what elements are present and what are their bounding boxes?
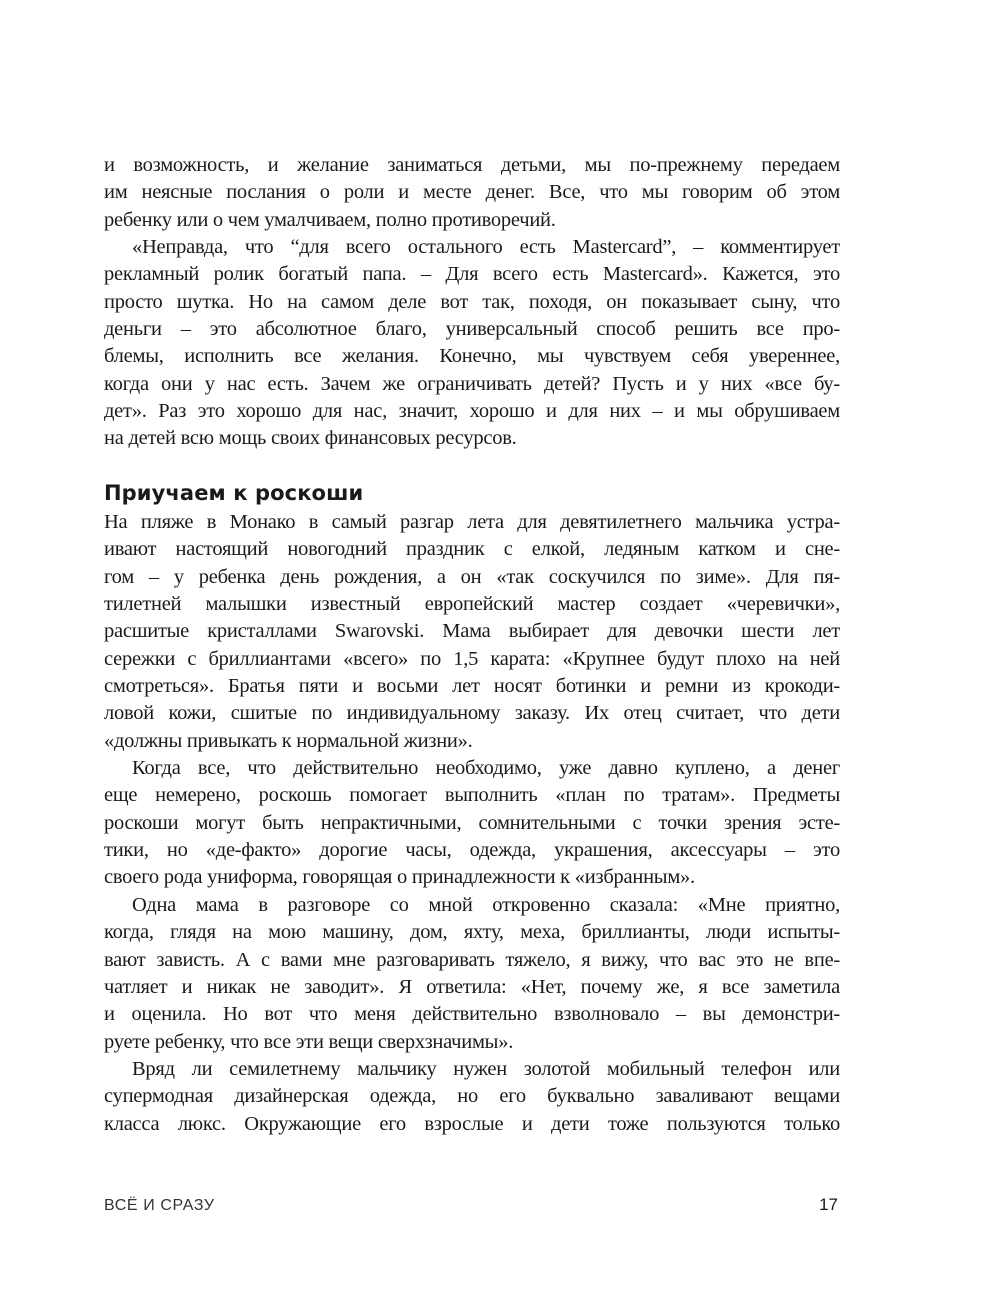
text-line: расшитые кристаллами Swarovski. Мама выбирает для девочки шести лет: [104, 620, 840, 643]
text-line: и возможность, и желание заниматься детьми, мы по-прежнему передаем: [104, 154, 840, 176]
section-heading: Приучаем к роскоши: [104, 481, 364, 505]
text-line: рекламный ролик богатый папа. – Для всего есть Mastercard». Кажется, это: [104, 263, 840, 286]
text-line: вают зависть. А с вами мне разговаривать тяжело, я вижу, что вас это не впе-: [104, 948, 840, 971]
text-line: дет». Раз это хорошо для нас, значит, хорошо и для них – и мы обрушиваем: [104, 400, 840, 423]
text-line: роскоши могут быть непрактичными, сомнительными с точки зрения эсте-: [104, 811, 840, 834]
text-line: ребенку или о чем умалчиваем, полно противоречий.: [104, 208, 556, 231]
text-line: Одна мама в разговоре со мной откровенно сказала: «Мне приятно,: [132, 893, 840, 916]
page-number: 17: [819, 1195, 838, 1214]
text-line: руете ребенку, что все эти вещи сверхзначимы».: [104, 1030, 514, 1053]
text-line: ловой кожи, сшитые по индивидуальному заказу. Их отец считает, что дети: [104, 702, 840, 725]
text-line: им неясные послания о роли и месте денег. Все, что мы говорим об этом: [104, 181, 840, 204]
text-line: Когда все, что действительно необходимо, уже давно куплено, а денег: [132, 757, 840, 780]
text-line: смотреться». Братья пяти и восьми лет носят ботинки и ремни из крокоди-: [104, 675, 840, 698]
running-footer-title: ВСЁ И СРАЗУ: [104, 1197, 215, 1214]
text-line: «Неправда, что “для всего остального есть Mastercard”, – комментирует: [132, 236, 840, 259]
text-line: когда они у нас есть. Зачем же ограничивать детей? Пусть и у них «все бу-: [104, 372, 840, 395]
text-line: блемы, исполнить все желания. Конечно, мы чувствуем себя увереннее,: [104, 345, 840, 368]
text-line: «должны привыкать к нормальной жизни».: [104, 729, 473, 752]
text-line: гом – у ребенка день рождения, а он «так соскучился по зиме». Для пя-: [104, 565, 840, 588]
text-line: ивают настоящий новогодний праздник с елкой, ледяным катком и сне-: [104, 538, 840, 561]
body-text-block-luxury: [104, 509, 840, 1138]
text-line: на детей всю мощь своих финансовых ресурсов.: [104, 427, 517, 450]
text-line: и оценила. Но вот что меня действительно взволновало – вы демонстри-: [104, 1003, 840, 1026]
body-text-block-intro: [104, 152, 840, 453]
text-line: когда, глядя на мою машину, дом, яхту, меха, бриллианты, люди испыты-: [104, 921, 840, 944]
text-line: просто шутка. Но на самом деле вот так, походя, он показывает сыну, что: [104, 290, 840, 313]
text-line: еще немерено, роскошь помогает выполнить «план по тратам». Предметы: [104, 784, 840, 807]
text-line: деньги – это абсолютное благо, универсальный способ решить все про-: [104, 318, 840, 341]
text-line: На пляже в Монако в самый разгар лета для девятилетнего мальчика устра-: [104, 511, 840, 533]
text-line: тилетней малышки известный европейский мастер создает «черевички»,: [104, 593, 840, 616]
text-line: чатляет и никак не заводит». Я ответила: «Нет, почему же, я все заметила: [104, 975, 840, 998]
text-line: супермодная дизайнерская одежда, но его буквально заваливают вещами: [104, 1085, 840, 1108]
text-line: класса люкс. Окружающие его взрослые и дети тоже пользуются только: [104, 1112, 840, 1135]
text-line: Вряд ли семилетнему мальчику нужен золотой мобильный телефон или: [132, 1057, 840, 1080]
text-line: тики, но «де-факто» дорогие часы, одежда, украшения, аксессуары – это: [104, 839, 840, 862]
text-line: своего рода униформа, говорящая о принадлежности к «избранным».: [104, 866, 695, 889]
text-line: сережки с бриллиантами «всего» по 1,5 карата: «Крупнее будут плохо на ней: [104, 647, 840, 670]
